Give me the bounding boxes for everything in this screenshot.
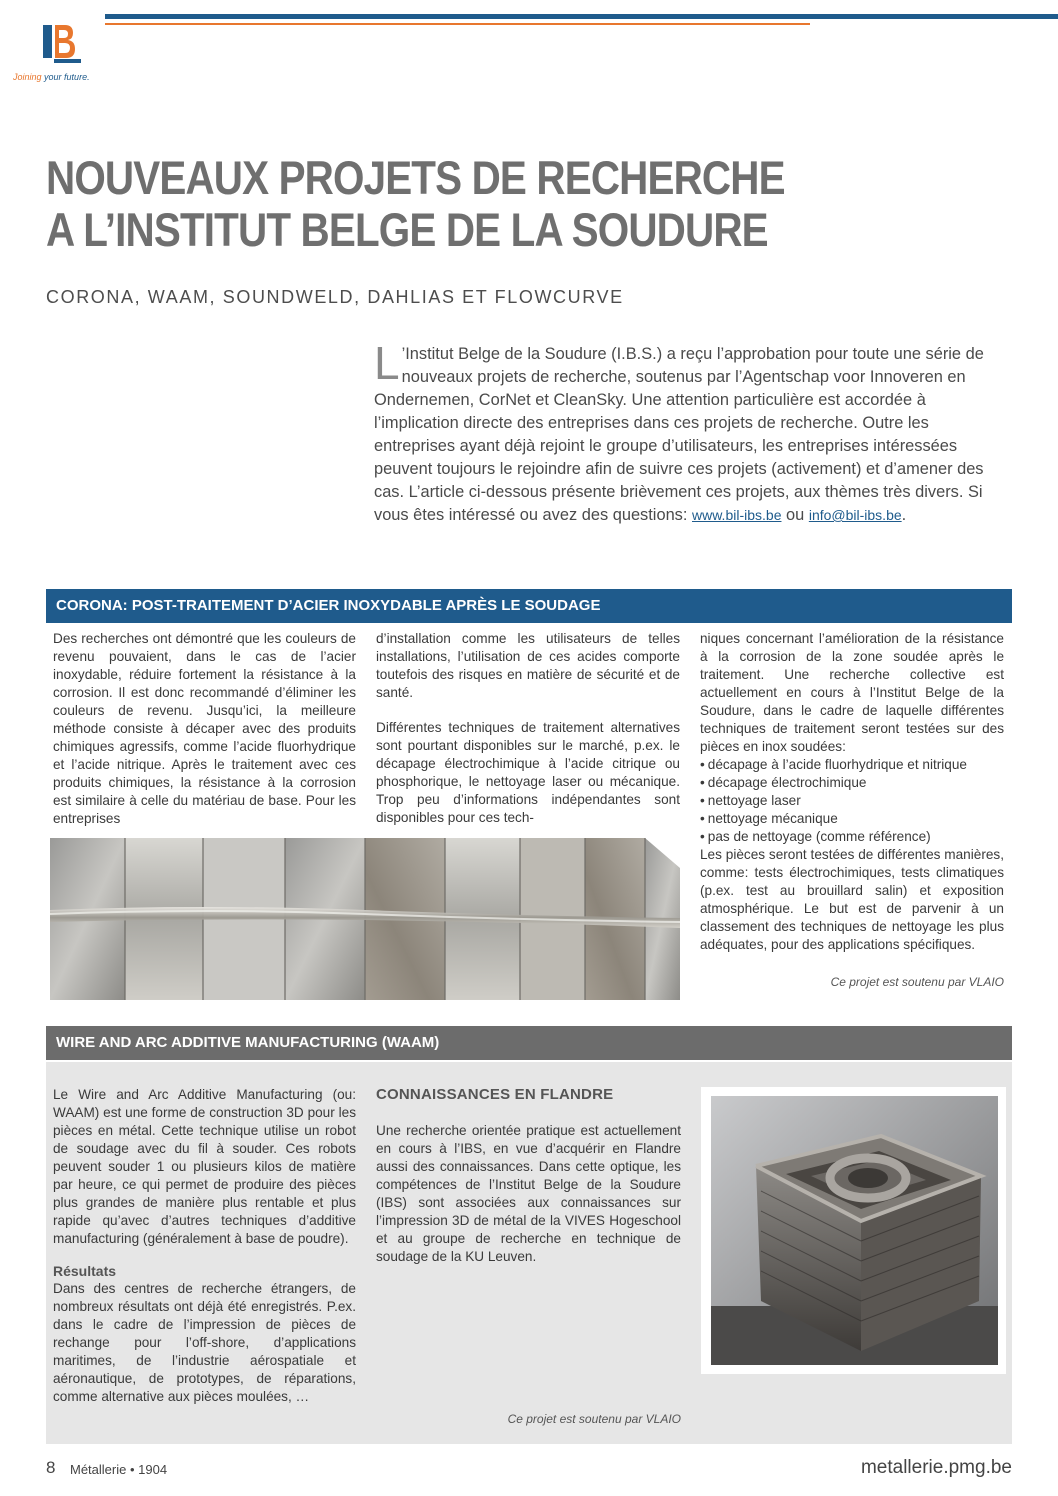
footer-url[interactable]: metallerie.pmg.be	[860, 1457, 1012, 1478]
waam-column-1	[53, 1086, 356, 1406]
page-subtitle: CORONA, WAAM, SOUNDWELD, DAHLIAS ET FLOWCURVE	[46, 287, 624, 307]
waam-support-note: Ce projet est soutenu par VLAIO	[507, 1412, 681, 1426]
logo-tagline	[13, 72, 90, 82]
header-bar-blue	[105, 14, 1058, 19]
section-heading-corona: CORONA: POST-TRAITEMENT D’ACIER INOXYDABLE APRÈS LE SOUDAGE	[46, 589, 1012, 623]
magazine-issue: Métallerie • 1904	[70, 1462, 168, 1477]
ibs-logo	[40, 22, 82, 68]
corona-column-2	[376, 630, 680, 844]
list-item: • pas de nettoyage (comme référence)	[700, 828, 1004, 846]
corona-col3-p2: Les pièces seront testées de différentes manières, comme: tests électrochimiques, tests climatiques (p.ex. test au brouillard salin) et exposition atmosphérique. Le but est de parvenir à un classement des techniques de nettoyage les plus adéquates, pour des applications spécifiques.	[700, 847, 1004, 952]
waam-col2-p1: Une recherche orientée pratique est actuellement en cours à l’IBS, en vue d’acquérir en Flandre aussi des connaissances. Dans cette optique, les compétences de l’Institut Belge de la Soudure (IBS) sont associées aux connaissances sur l’impression 3D de métal de la VIVES Hogeschool et au groupe de recherche en technique de soudage de la KU Leuven.	[376, 1123, 681, 1264]
intro-text: ’Institut Belge de la Soudure (I.B.S.) a reçu l’approbation pour toute une série de nouveaux projets de recherche, soutenus par l’Agentschap voor Innoveren en Ondernemen, CorNet et CleanSky. Une attention particulière est accordée à l’implication directe des entreprises dans ces projets de recherche. Outre les entreprises ayant déjà rejoint le groupe d’utilisateurs, les entreprises intéressées peuvent toujours le rejoindre afin de suivre ces projets (activement) et d’amener des cas. L’article ci-dessous présente brièvement ces projets, aux thèmes très divers. Si vous êtes intéressé ou avez des questions:	[374, 345, 984, 524]
page-number: 8	[46, 1458, 56, 1477]
list-item: • décapage électrochimique	[700, 774, 1004, 792]
tagline-part2: your future.	[44, 72, 90, 82]
title-line-1: NOUVEAUX PROJETS DE RECHERCHE	[46, 151, 785, 204]
waam-col1-p2: Dans des centres de recherche étrangers, de nombreux résultats ont déjà été enregistrés. P.ex. dans le cadre de l’impression de pièces de rechange pour l’off-shore, d’applications maritimes, de l’industrie aérospatiale et aéronautique, de prototypes, de réparations, comme alternative aux pièces moulées, …	[53, 1281, 356, 1404]
corona-column-3	[700, 630, 1004, 954]
corona-column-1	[53, 630, 356, 845]
intro-or: ou	[781, 506, 809, 524]
waam-column-2	[376, 1086, 681, 1266]
waam-printed-part-photo	[711, 1096, 998, 1365]
intro-dropcap: L	[374, 337, 400, 389]
intro-paragraph	[374, 337, 1010, 527]
intro-end: .	[901, 506, 907, 524]
welded-steel-samples-photo	[50, 838, 680, 1000]
website-link[interactable]: www.bil-ibs.be	[692, 507, 782, 523]
list-item: • décapage à l’acide fluorhydrique et nitrique	[700, 756, 1004, 774]
results-heading: Résultats	[53, 1263, 117, 1279]
header-bar-orange	[105, 23, 810, 25]
corona-col1-text: Des recherches ont démontré que les couleurs de revenu pouvaient, dans le cas de l’acier inoxydable, réduire fortement la résistance à la corrosion. Il est donc recommandé d’éliminer les couleurs de revenu. Jusqu’ici, la meilleure méthode consiste à décaper avec des produits chimiques agressifs, comme l’acide fluorhydrique et l’acide nitrique. Après le traitement avec ces produits chimiques, la résistance à la corrosion est similaire à celle du matériau de base. Pour les entreprises	[53, 631, 356, 826]
corona-support-note: Ce projet est soutenu par VLAIO	[830, 975, 1004, 989]
list-item: • nettoyage laser	[700, 792, 1004, 810]
section-heading-waam: WIRE AND ARC ADDITIVE MANUFACTURING (WAAM)	[46, 1026, 1012, 1060]
treatment-list	[700, 756, 1004, 846]
flanders-heading: CONNAISSANCES EN FLANDRE	[376, 1086, 614, 1103]
tagline-part1: Joining	[13, 72, 42, 82]
list-item: • nettoyage mécanique	[700, 810, 1004, 828]
page-title	[46, 152, 872, 256]
waam-col1-p1: Le Wire and Arc Additive Manufacturing (ou: WAAM) est une forme de construction 3D pour les pièces en métal. Cette technique utilise un robot de soudage avec du fil à souder. Ces robots peuvent souder 1 ou plusieurs kilos de matière par heure, ce qui permet de produire des pièces plus grandes de manière plus rentable et plus rapide qu’avec d’autres techniques d’additive manufacturing (généralement à base de poudre).	[53, 1087, 356, 1246]
title-line-2: A L’INSTITUT BELGE DE LA SOUDURE	[46, 203, 768, 256]
corona-col2-p2: Différentes techniques de traitement alternatives sont pourtant disponibles sur le marché, p.ex. le décapage électrochimique à l’acide citrique ou phosphorique, le nettoyage laser ou mécanique. Trop peu d’informations indépendantes sont disponibles pour ces tech-	[376, 720, 680, 825]
email-link[interactable]: info@bil-ibs.be	[808, 507, 902, 523]
corona-col3-p1: niques concernant l’amélioration de la résistance à la corrosion de la zone soudée après le traitement. Une recherche collective est actuellement en cours à l’Institut Belge de la Soudure, dans le cadre de laquelle différentes techniques de traitement seront testées sur des pièces en inox soudées:	[700, 631, 1004, 754]
corona-col2-p1: d’installation comme les utilisateurs de telles installations, l’utilisation de ces acides comporte toutefois des risques en matière de sécurité et de santé.	[376, 631, 680, 700]
